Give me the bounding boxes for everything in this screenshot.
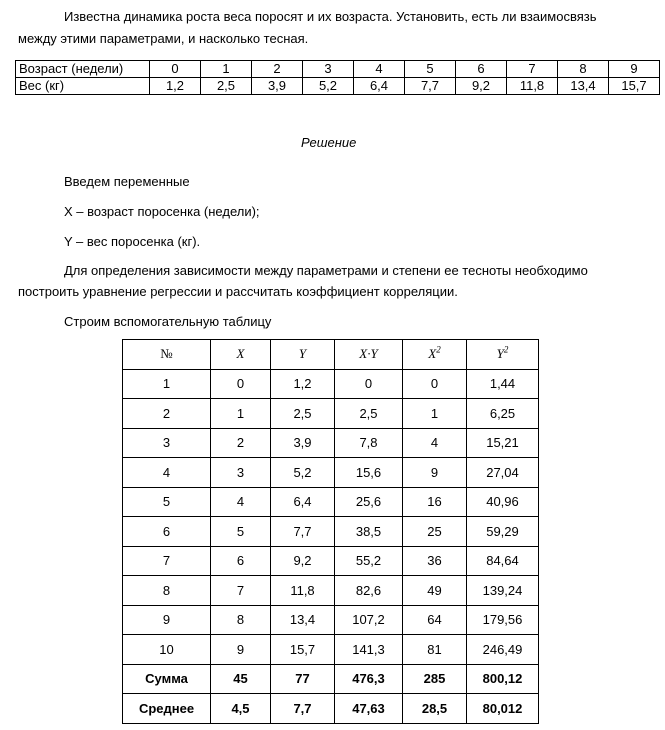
mean-y-squared: 80,012 xyxy=(467,694,539,724)
solution-heading: Решение xyxy=(301,135,357,150)
table-row xyxy=(123,546,539,576)
header-number: № xyxy=(123,340,211,370)
xy-value: 38,5 xyxy=(335,517,403,547)
header-x-squared-exp: 2 xyxy=(436,344,441,355)
weight-cell: 15,7 xyxy=(609,78,660,95)
table-row xyxy=(123,369,539,399)
sum-xy: 476,3 xyxy=(335,664,403,694)
method-line-2: построить уравнение регрессии и рассчитать коэффициент корреляции. xyxy=(18,284,458,299)
y-value: 13,4 xyxy=(271,605,335,635)
x-squared-value: 25 xyxy=(403,517,467,547)
x-squared-value: 9 xyxy=(403,458,467,488)
y-squared-value: 15,21 xyxy=(467,428,539,458)
y-squared-value: 6,25 xyxy=(467,399,539,429)
header-xy: X·Y xyxy=(335,340,403,370)
x-squared-value: 0 xyxy=(403,369,467,399)
header-x: X xyxy=(211,340,271,370)
age-row xyxy=(16,61,660,78)
row-number: 8 xyxy=(123,576,211,606)
mean-x: 4,5 xyxy=(211,694,271,724)
xy-value: 82,6 xyxy=(335,576,403,606)
sum-y-squared: 800,12 xyxy=(467,664,539,694)
age-cell: 7 xyxy=(507,61,558,78)
mean-row xyxy=(123,694,539,724)
x-squared-value: 16 xyxy=(403,487,467,517)
weight-cell: 9,2 xyxy=(456,78,507,95)
row-number: 3 xyxy=(123,428,211,458)
xy-value: 55,2 xyxy=(335,546,403,576)
age-cell: 9 xyxy=(609,61,660,78)
age-cell: 0 xyxy=(150,61,201,78)
x-value: 7 xyxy=(211,576,271,606)
header-x-squared xyxy=(403,340,467,370)
sum-y: 77 xyxy=(271,664,335,694)
table-row xyxy=(123,428,539,458)
age-cell: 8 xyxy=(558,61,609,78)
table-row xyxy=(123,399,539,429)
y-value: 7,7 xyxy=(271,517,335,547)
x-value: 8 xyxy=(211,605,271,635)
header-y: Y xyxy=(271,340,335,370)
mean-xy: 47,63 xyxy=(335,694,403,724)
header-y-squared xyxy=(467,340,539,370)
aux-table-caption: Строим вспомогательную таблицу xyxy=(64,314,272,329)
table-row xyxy=(123,605,539,635)
xy-value: 107,2 xyxy=(335,605,403,635)
weight-cell: 11,8 xyxy=(507,78,558,95)
weight-row-label: Вес (кг) xyxy=(16,78,150,95)
weight-cell: 2,5 xyxy=(201,78,252,95)
x-value: 6 xyxy=(211,546,271,576)
y-squared-value: 59,29 xyxy=(467,517,539,547)
sum-row xyxy=(123,664,539,694)
table-row xyxy=(123,487,539,517)
xy-value: 25,6 xyxy=(335,487,403,517)
age-row-label: Возраст (недели) xyxy=(16,61,150,78)
y-value: 5,2 xyxy=(271,458,335,488)
row-number: 7 xyxy=(123,546,211,576)
y-squared-value: 246,49 xyxy=(467,635,539,665)
row-number: 4 xyxy=(123,458,211,488)
variables-intro: Введем переменные xyxy=(64,174,190,189)
xy-value: 141,3 xyxy=(335,635,403,665)
age-cell: 4 xyxy=(354,61,405,78)
x-value: 1 xyxy=(211,399,271,429)
mean-label: Среднее xyxy=(123,694,211,724)
x-value: 0 xyxy=(211,369,271,399)
variable-x-definition: X – возраст поросенка (недели); xyxy=(64,204,260,219)
x-value: 5 xyxy=(211,517,271,547)
age-cell: 1 xyxy=(201,61,252,78)
sum-label: Сумма xyxy=(123,664,211,694)
y-squared-value: 1,44 xyxy=(467,369,539,399)
xy-value: 0 xyxy=(335,369,403,399)
aux-header-row xyxy=(123,340,539,370)
y-value: 15,7 xyxy=(271,635,335,665)
row-number: 6 xyxy=(123,517,211,547)
sum-x: 45 xyxy=(211,664,271,694)
row-number: 5 xyxy=(123,487,211,517)
weight-cell: 3,9 xyxy=(252,78,303,95)
row-number: 10 xyxy=(123,635,211,665)
x-squared-value: 1 xyxy=(403,399,467,429)
intro-line-1: Известна динамика роста веса поросят и их возраста. Установить, есть ли взаимосвязь xyxy=(64,9,597,24)
aux-table xyxy=(122,339,539,724)
y-value: 1,2 xyxy=(271,369,335,399)
x-value: 9 xyxy=(211,635,271,665)
age-cell: 2 xyxy=(252,61,303,78)
mean-x-squared: 28,5 xyxy=(403,694,467,724)
y-value: 2,5 xyxy=(271,399,335,429)
x-squared-value: 49 xyxy=(403,576,467,606)
row-number: 1 xyxy=(123,369,211,399)
header-x-squared-base: X xyxy=(428,346,437,362)
y-value: 9,2 xyxy=(271,546,335,576)
age-cell: 5 xyxy=(405,61,456,78)
x-value: 2 xyxy=(211,428,271,458)
intro-line-2: между этими параметрами, и насколько тесная. xyxy=(18,31,309,46)
y-squared-value: 27,04 xyxy=(467,458,539,488)
y-squared-value: 139,24 xyxy=(467,576,539,606)
header-y-squared-exp: 2 xyxy=(503,344,509,355)
table-row xyxy=(123,458,539,488)
age-cell: 3 xyxy=(303,61,354,78)
weight-row xyxy=(16,78,660,95)
x-squared-value: 36 xyxy=(403,546,467,576)
weight-cell: 6,4 xyxy=(354,78,405,95)
sum-x-squared: 285 xyxy=(403,664,467,694)
method-line-1: Для определения зависимости между параметрами и степени ее тесноты необходимо xyxy=(64,263,588,278)
table-row xyxy=(123,517,539,547)
xy-value: 7,8 xyxy=(335,428,403,458)
y-value: 6,4 xyxy=(271,487,335,517)
y-value: 3,9 xyxy=(271,428,335,458)
age-cell: 6 xyxy=(456,61,507,78)
table-row xyxy=(123,635,539,665)
xy-value: 2,5 xyxy=(335,399,403,429)
aux-body xyxy=(123,369,539,664)
y-squared-value: 84,64 xyxy=(467,546,539,576)
weight-cell: 1,2 xyxy=(150,78,201,95)
data-table xyxy=(15,60,660,95)
weight-cell: 13,4 xyxy=(558,78,609,95)
xy-value: 15,6 xyxy=(335,458,403,488)
y-squared-value: 40,96 xyxy=(467,487,539,517)
weight-cell: 5,2 xyxy=(303,78,354,95)
weight-cell: 7,7 xyxy=(405,78,456,95)
x-squared-value: 4 xyxy=(403,428,467,458)
mean-y: 7,7 xyxy=(271,694,335,724)
x-value: 4 xyxy=(211,487,271,517)
x-squared-value: 81 xyxy=(403,635,467,665)
y-squared-value: 179,56 xyxy=(467,605,539,635)
row-number: 9 xyxy=(123,605,211,635)
x-squared-value: 64 xyxy=(403,605,467,635)
x-value: 3 xyxy=(211,458,271,488)
header-y-squared-base: Y xyxy=(496,346,504,362)
row-number: 2 xyxy=(123,399,211,429)
variable-y-definition: Y – вес поросенка (кг). xyxy=(64,234,201,249)
y-value: 11,8 xyxy=(271,576,335,606)
table-row xyxy=(123,576,539,606)
